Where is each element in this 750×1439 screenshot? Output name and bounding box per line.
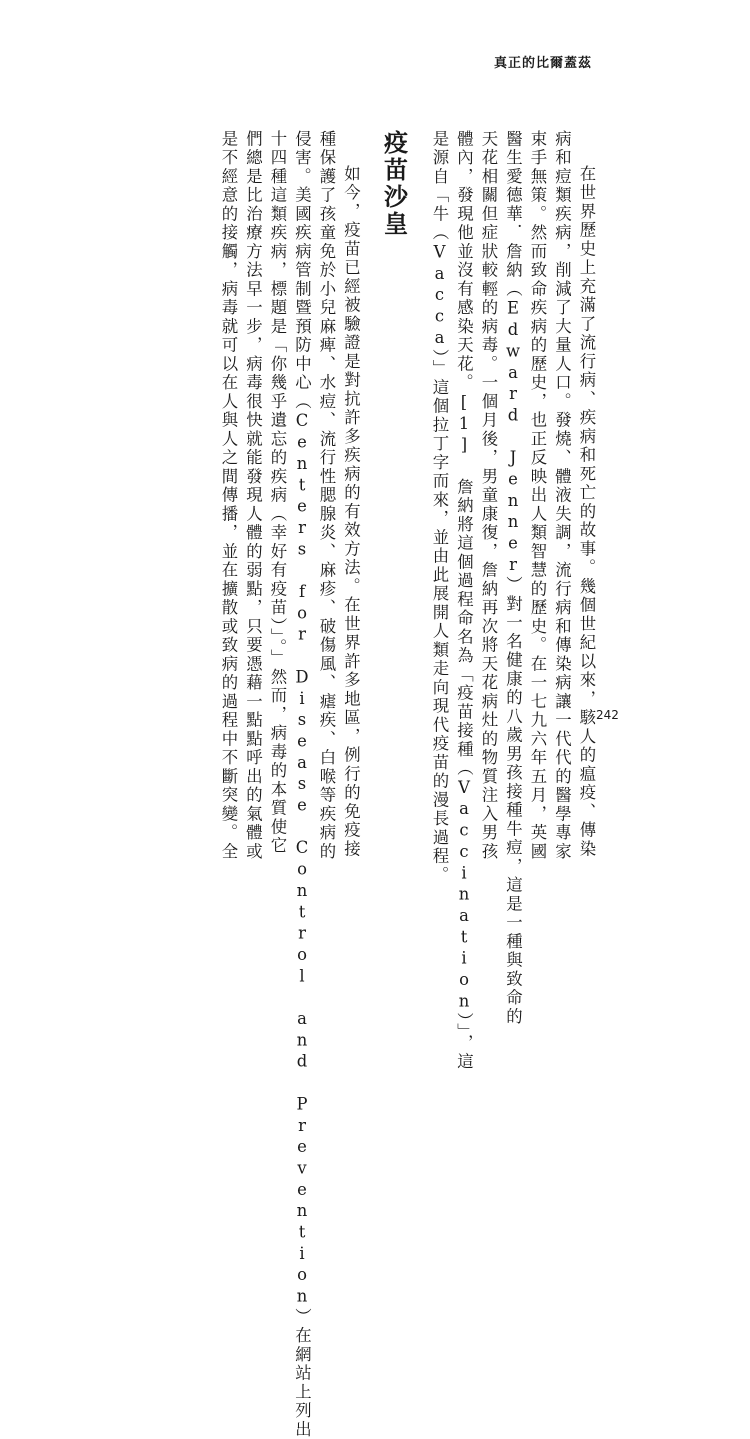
section-heading-block (379, 130, 409, 238)
running-header: 真正的比爾蓋茲 (493, 56, 592, 71)
paragraph-2-line-3: 侵害。美國疾病管制暨預防中心（Centers for Disease Control and Prevention）在網站上列出 (292, 130, 312, 1439)
paragraph-2-line-1: 如今，疫苗已經被驗證是對抗許多疾病的有效方法。在世界許多地區，例行的免疫接 (341, 165, 361, 859)
paragraph-1-line-6: 體內，發現他並沒有感染天花。[1] 詹納將這個過程命名為「疫苗接種（Vaccination）」，這 (454, 130, 474, 1072)
paragraph-1-line-7: 是源自「牛（Vacca）」這個拉丁字而來，並由此展開人類走向現代疫苗的漫長過程。 (430, 130, 449, 885)
paragraph-2-line-6: 是不經意的接觸，病毒就可以在人與人之間傳播，並在擴散或致病的過程中不斷突變。全 (219, 130, 238, 862)
section-heading: 疫苗沙皇 (379, 130, 408, 238)
paragraph-2-line-5: 們總是比治療方法早一步，病毒很快就能發現人體的弱點，只要憑藉一點點呼出的氣體或 (243, 130, 263, 862)
paragraph-1-line-5: 天花相關但症狀較輕的病毒。一個月後，男童康復，詹納再次將天花病灶的物質注入男孩 (479, 130, 498, 862)
paragraph-1-line-2: 病和痘類疾病，削減了大量人口。發燒、體液失調，流行病和傳染病讓一代代的醫學專家 (552, 130, 572, 862)
paragraph-1-line-4: 醫生愛德華．詹納（Edward Jenner）對一名健康的八歲男孩接種牛痘，這是一種與致命的 (503, 130, 523, 1027)
vertical-text-body (168, 130, 598, 1439)
paragraph-1-line-1: 在世界歷史上充滿了流行病、疾病和死亡的故事。幾個世紀以來，駭人的瘟疫、傳染 (577, 165, 596, 859)
paragraph-1-line-3: 束手無策。然而致命疾病的歷史，也正反映出人類智慧的歷史。在一七九六年五月，英國 (528, 130, 547, 862)
paragraph-2-line-4: 十四種這類疾病，標題是「你幾乎遺忘的疾病（幸好有疫苗）」。」然而，病毒的本質使它 (268, 130, 287, 856)
page-number: 242 (596, 708, 619, 722)
paragraph-2-line-2: 種保護了孩童免於小兒麻痺、水痘、流行性腮腺炎、麻疹、破傷風、瘧疾、白喉等疾病的 (317, 130, 336, 862)
